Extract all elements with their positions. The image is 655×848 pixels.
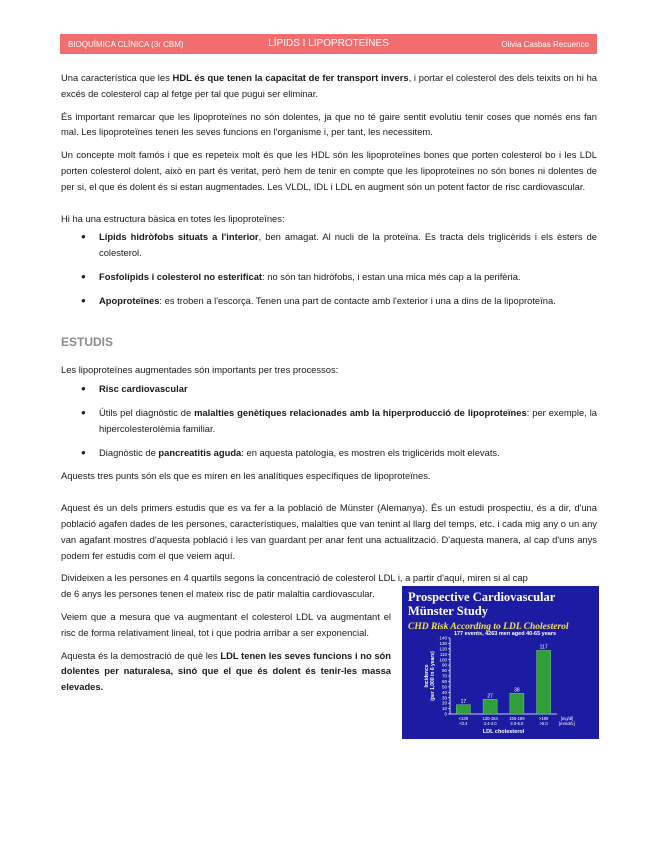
list-item: ● Apoproteïnes: es troben a l'escorça. Tenen una part de contacte amb l'exterior i una a dins de la lipoproteïna. (85, 293, 597, 309)
x-tick-label: 3.4-4.0 (483, 721, 497, 727)
processes-list (85, 381, 597, 460)
bar-value-label: 117 (539, 644, 548, 651)
list-item: ● Lípids hidròfobs situats a l'interior, ben amagat. Al nucli de la proteïna. Es tracta dels triglicèrids i els èsters de colesterol. (85, 229, 597, 261)
figure-subtitle: CHD Risk According to LDL Cholesterol (408, 622, 569, 633)
figure-title: Prospective Cardiovascular Münster Study (408, 590, 556, 619)
bar (456, 705, 470, 714)
y-tick-label: 110 (439, 652, 447, 658)
bar-value-label: 38 (514, 687, 520, 694)
x-tick-label: >5.0 (539, 721, 548, 727)
list-item: ● Risc cardiovascular (85, 381, 597, 397)
paragraph-processes-summary: Aquests tres punts són els que es miren en les analítiques específiques de lipoproteïnes. (61, 470, 431, 482)
y-tick-label: 40 (441, 690, 447, 696)
y-tick-label: 60 (441, 679, 447, 685)
y-tick-label: 50 (441, 684, 447, 690)
header-author: Olivia Casbas Recuenco (501, 40, 589, 49)
bar-value-label: 17 (460, 698, 467, 705)
bar (483, 699, 497, 714)
x-tick-label: 4.0-5.0 (510, 721, 524, 727)
x-unit-label: [mg/dl] (560, 716, 574, 722)
paragraph-hdl: Una característica que les HDL és que tenen la capacitat de fer transport invers, i portar el colesterol des dels teixits on hi ha excés de colesterol cap al fetge per tal que pugui ser eliminar. (61, 72, 598, 99)
y-tick-label: 10 (441, 706, 447, 712)
list-item: ● Fosfolípids i colesterol no esterificat: no són tan hidròfobs, i estan una mica més cap a la perifèria. (85, 269, 597, 285)
x-axis-label: LDL cholesterol (482, 729, 525, 736)
paragraph-processes-intro: Les lipoproteïnes augmentades són importants per tres processos: (61, 364, 339, 376)
x-unit-label: [mmol/L] (558, 721, 576, 727)
y-tick-label: 0 (444, 711, 447, 717)
x-tick-label: <3.4 (459, 721, 468, 727)
paragraph-quartiles-end: de 6 anys les persones tenen el mateix risc de patir malaltia cardiovascular. (61, 588, 375, 600)
y-axis-label: Incidence(per 1,000 in 6 years) (424, 651, 436, 701)
paragraph-lipoproteins-not-bad: És important remarcar que les lipoproteïnes no són dolentes, ja que no té gaire sentit evolutiu tenir coses que només ens fan mal. Les lipoproteïnes tenen les seves funcions en l'organisme i, per tant, les necessitem. (61, 110, 597, 138)
x-tick-label: >190 (538, 716, 549, 722)
header-course: BIOQUÍMICA CLÍNICA (3r CBM) (68, 40, 184, 49)
paragraph-quartiles-intro: Divideixen a les persones en 4 quartils segons la concentració de colesterol LDL i, a partir d'aquí, miren si al cap (61, 572, 528, 584)
header-topic: LÍPIDS I LIPOPROTEÏNES (268, 38, 389, 49)
paragraph-munster-study: Aquest és un dels primers estudis que es va fer a la població de Münster (Alemanya). És un estudi prospectiu, és a dir, d'una població agafen dades de les persones, característiques, malalties que van tenint al llarg del temps, etc. i cada mig any o un any van agafant mostres d'aquesta població i les van guardant per anar fent una actualització. D'aquesta manera, al cap d'uns anys podem fer estudis com el que veiem aquí. (61, 502, 597, 561)
list-item: ● Diagnòstic de pancreatitis aguda: en aquesta patologia, es mostren els triglicèrids molt elevats. (85, 445, 597, 461)
document-body (61, 70, 598, 736)
bar (510, 693, 524, 714)
list-item: ● Útils pel diagnòstic de malalties genètiques relacionades amb la hiperproducció de lipoproteïnes: per exemple, la hipercolesterolèmia familiar. (85, 405, 597, 437)
x-tick-label: <130 (458, 716, 469, 722)
y-tick-label: 130 (439, 641, 447, 647)
paragraph-ldl-risk: Veiem que a mesura que va augmentant el colesterol LDL va augmentant el risc de forma relativament lineal, tot i que podria arribar a ser exponencial. (61, 610, 391, 638)
y-tick-label: 100 (439, 657, 447, 663)
bar (537, 651, 551, 715)
munster-study-figure (402, 586, 599, 739)
bar-value-label: 27 (487, 693, 493, 700)
paragraph-hdl-ldl-concept: Un concepte molt famós i que es repeteix molt és que les HDL són les lipoproteïnes bones que porten colesterol bo i les LDL porten colesterol dolent, això en part és veritat, però hem de tenir en compte que les lipoproteïnes no són bones ni dolentes de per si, el que és dolent és si estan augmentades. Les VLDL, IDL i LDL en augment són un potent factor de risc cardiovascular. (61, 149, 597, 192)
y-tick-label: 20 (441, 700, 447, 706)
paragraph-structure-intro: Hi ha una estructura bàsica en totes les lipoproteïnes: (61, 212, 285, 224)
x-tick-label: 155-189 (509, 716, 525, 722)
y-tick-label: 90 (441, 662, 447, 668)
section-title: ESTUDIS (61, 334, 114, 349)
y-tick-label: 120 (439, 646, 447, 652)
figure-annotation: 177 events, 4263 men aged 40-65 years (453, 631, 557, 638)
x-tick-label: 130-154 (482, 716, 498, 722)
ldl-risk-bar-chart (402, 586, 599, 739)
page-header (60, 34, 597, 54)
structure-list (85, 229, 597, 308)
paragraph-ldl-conclusion: Aquesta és la demostració de què les LDL tenen les seves funcions i no són dolentes per naturalesa, sinó que el que és dolent és tenir-les massa elevades. (61, 649, 391, 693)
y-tick-label: 70 (441, 673, 447, 679)
y-tick-label: 30 (441, 695, 447, 701)
y-tick-label: 140 (439, 635, 447, 641)
y-tick-label: 80 (441, 668, 447, 674)
